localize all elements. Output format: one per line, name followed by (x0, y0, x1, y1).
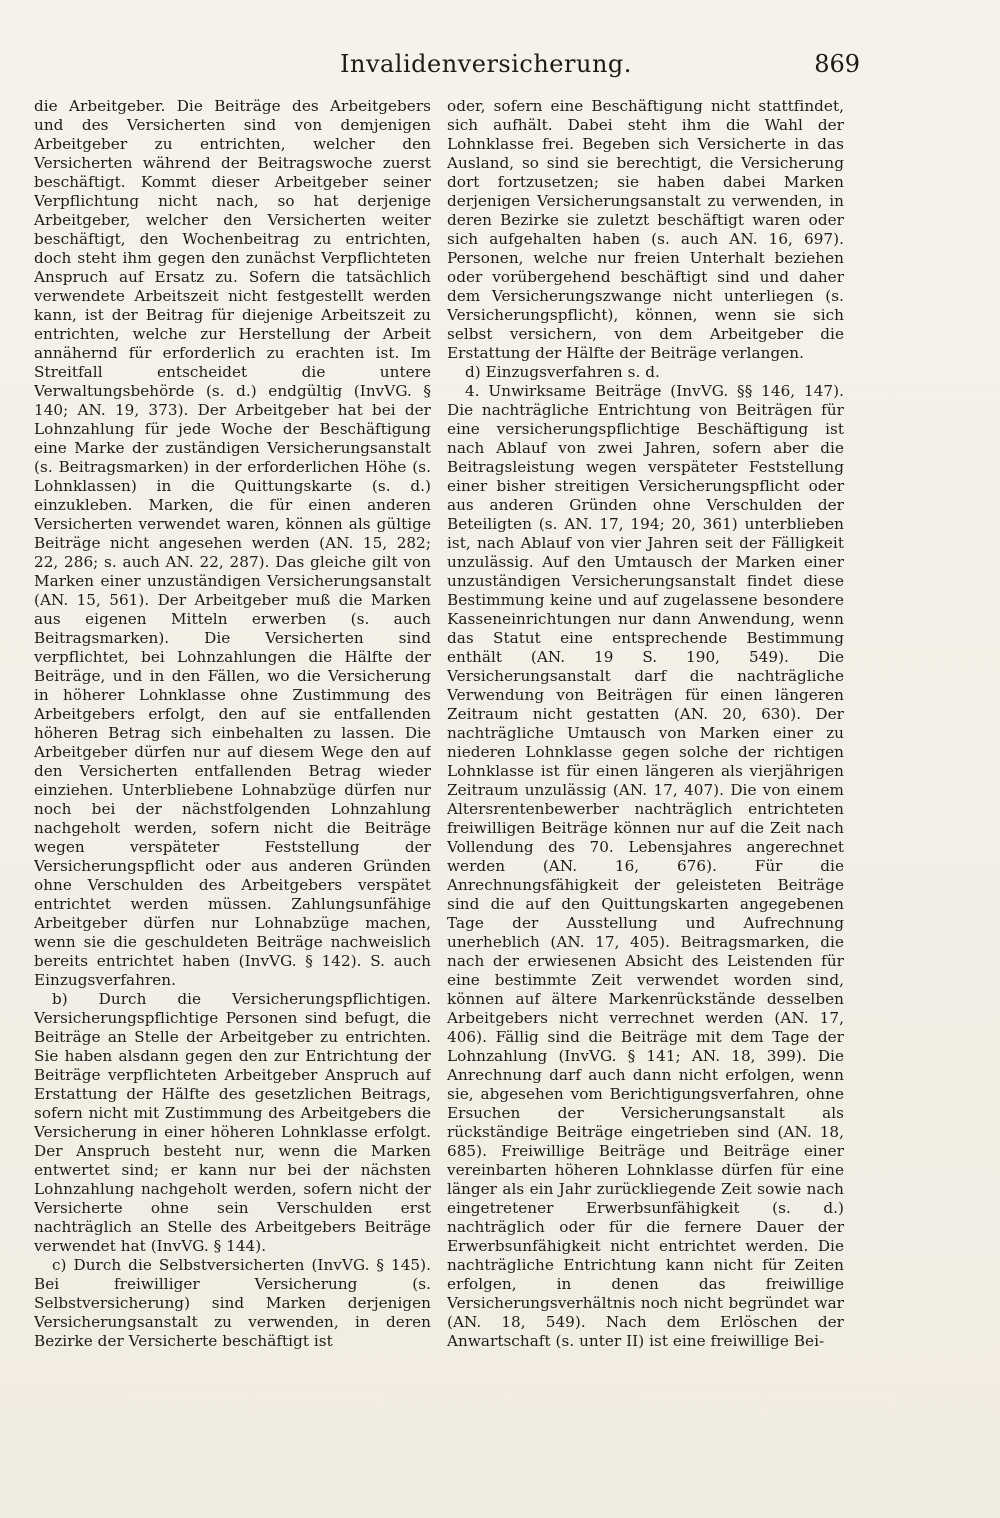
page-number: 869 (814, 50, 860, 78)
right-paragraph-3: 4. Unwirksame Beiträge (InvVG. §§ 146, 147). Die nachträgliche Entrichtung von Beiträgen für eine versicherungspflichtige Beschäftigung ist nach Ablauf von zwei Jahren, sofern aber die Beitragsleistung wegen verspäteter Feststellung einer bisher streitigen Versicherungspflicht oder aus anderen Gründen ohne Verschulden der Beteiligten (s. AN. 17, 194; 20, 361) unterblieben ist, nach Ablauf von vier Jahren seit der Fälligkeit unzulässig. Auf den Umtausch der Marken einer unzuständigen Versicherungsanstalt findet diese Bestimmung keine und auf zugelassene besondere Kasseneinrichtungen nur dann Anwendung, wenn das Statut eine entsprechende Bestimmung enthält (AN. 19 S. 190, 549). Die Versicherungsanstalt darf die nachträgliche Verwendung von Beiträgen für einen längeren Zeitraum nicht gestatten (AN. 20, 630). Der nachträgliche Umtausch von Marken einer zu niederen Lohnklasse gegen solche der richtigen Lohnklasse ist für einen längeren als vierjährigen Zeitraum unzulässig (AN. 17, 407). Die von einem Altersrentenbewerber nachträglich entrichteten freiwilligen Beiträge können nur auf die Zeit nach Vollendung des 70. Lebensjahres angerechnet werden (AN. 16, 676). Für die Anrechnungsfähigkeit der geleisteten Beiträge sind die auf den Quittungskarten angegebenen Tage der Ausstellung und Aufrechnung unerheblich (AN. 17, 405). Beitragsmarken, die nach der erwiesenen Absicht des Leistenden für eine bestimmte Zeit verwendet worden sind, können auf ältere Markenrückstände desselben Arbeitgebers nicht verrechnet werden (AN. 17, 406). Fällig sind die Beiträge mit dem Tage der Lohnzahlung (InvVG. § 141; AN. 18, 399). Die Anrechnung darf auch dann nicht erfolgen, wenn sie, abgesehen vom Berichtigungsverfahren, ohne Ersuchen der Versicherungsanstalt als rückständige Beiträge eingetrieben sind (AN. 18, 685). Freiwillige Beiträge und Beiträge einer vereinbarten höheren Lohnklasse dürfen für eine länger als ein Jahr zurückliegende Zeit sowie nach eingetretener Erwerbsunfähigkeit (s. d.) nachträglich oder für die fernere Dauer der Erwerbsunfähigkeit nicht entrichtet werden. Die nachträgliche Entrichtung kann nicht für Zeiten erfolgen, in denen das freiwillige Versicherungsverhältnis noch nicht begründet war (AN. 18, 549). Nach dem Erlöschen der Anwartschaft (s. unter II) ist eine freiwillige Bei- (447, 382, 844, 1350)
right-column (447, 97, 844, 1467)
running-title: Invalidenversicherung. (340, 50, 632, 78)
left-paragraph-1: die Arbeitgeber. Die Beiträge des Arbeitgebers und des Versicherten sind von demjenigen Arbeitgeber zu entrichten, welcher den Versicherten während der Beitragswoche zuerst beschäftigt. Kommt dieser Arbeitgeber seiner Verpflichtung nicht nach, so hat derjenige Arbeitgeber, welcher den Versicherten weiter beschäftigt, den Wochenbeitrag zu entrichten, doch steht ihm gegen den zunächst Verpflichteten Anspruch auf Ersatz zu. Sofern die tatsächlich verwendete Arbeitszeit nicht festgestellt werden kann, ist der Beitrag für diejenige Arbeitszeit zu entrichten, welche zur Herstellung der Arbeit annähernd für erforderlich zu erachten ist. Im Streitfall entscheidet die untere Verwaltungsbehörde (s. d.) endgültig (InvVG. § 140; AN. 19, 373). Der Arbeitgeber hat bei der Lohnzahlung für jede Woche der Beschäftigung eine Marke der zuständigen Versicherungsanstalt (s. Beitragsmarken) in der erforderlichen Höhe (s. Lohnklassen) in die Quittungskarte (s. d.) einzukleben. Marken, die für einen anderen Versicherten verwendet waren, können als gültige Beiträge nicht angesehen werden (AN. 15, 282; 22, 286; s. auch AN. 22, 287). Das gleiche gilt von Marken einer unzuständigen Versicherungsanstalt (AN. 15, 561). Der Arbeitgeber muß die Marken aus eigenen Mitteln erwerben (s. auch Beitragsmarken). Die Versicherten sind verpflichtet, bei Lohnzahlungen die Hälfte der Beiträge, und in den Fällen, wo die Versicherung in höherer Lohnklasse ohne Zustimmung des Arbeitgebers erfolgt, den auf sie entfallenden höheren Betrag sich einbehalten zu lassen. Die Arbeitgeber dürfen nur auf diesem Wege den auf den Versicherten entfallenden Betrag wieder einziehen. Unterbliebene Lohnabzüge dürfen nur noch bei der nächstfolgenden Lohnzahlung nachgeholt werden, sofern nicht die Beiträge wegen verspäteter Feststellung der Versicherungspflicht oder aus anderen Gründen ohne Verschulden des Arbeitgebers verspätet entrichtet werden müssen. Zahlungsunfähige Arbeitgeber dürfen nur Lohnabzüge machen, wenn sie die geschuldeten Beiträge nachweislich bereits entrichtet haben (InvVG. § 142). S. auch Einzugsverfahren. (34, 97, 431, 989)
page-header (340, 50, 860, 84)
left-paragraph-3: c) Durch die Selbstversicherten (InvVG. § 145). Bei freiwilliger Versicherung (s. Selbstversicherung) sind Marken derjenigen Versicherungsanstalt zu verwenden, in deren Bezirke der Versicherte beschäftigt ist (34, 1256, 431, 1350)
left-column (34, 97, 431, 1467)
right-paragraph-1: oder, sofern eine Beschäftigung nicht stattfindet, sich aufhält. Dabei steht ihm die Wahl der Lohnklasse frei. Begeben sich Versicherte in das Ausland, so sind sie berechtigt, die Versicherung dort fortzusetzen; sie haben dabei Marken derjenigen Versicherungsanstalt zu verwenden, in deren Bezirke sie zuletzt beschäftigt waren oder sich aufgehalten haben (s. auch AN. 16, 697). Personen, welche nur freien Unterhalt beziehen oder vorübergehend beschäftigt sind und daher dem Versicherungszwange nicht unterliegen (s. Versicherungspflicht), können, wenn sie sich selbst versichern, von dem Arbeitgeber die Erstattung der Hälfte der Beiträge verlangen. (447, 97, 844, 362)
right-paragraph-2: d) Einzugsverfahren s. d. (465, 363, 660, 381)
left-paragraph-2: b) Durch die Versicherungspflichtigen. Versicherungspflichtige Personen sind befugt, die Beiträge an Stelle der Arbeitgeber zu entrichten. Sie haben alsdann gegen den zur Entrichtung der Beiträge verpflichteten Arbeitgeber Anspruch auf Erstattung der Hälfte des gesetzlichen Beitrags, sofern nicht mit Zustimmung des Arbeitgebers die Versicherung in einer höheren Lohnklasse erfolgt. Der Anspruch besteht nur, wenn die Marken entwertet sind; er kann nur bei der nächsten Lohnzahlung nachgeholt werden, sofern nicht der Versicherte ohne sein Verschulden erst nachträglich an Stelle des Arbeitgebers Beiträge verwendet hat (InvVG. § 144). (34, 990, 431, 1255)
